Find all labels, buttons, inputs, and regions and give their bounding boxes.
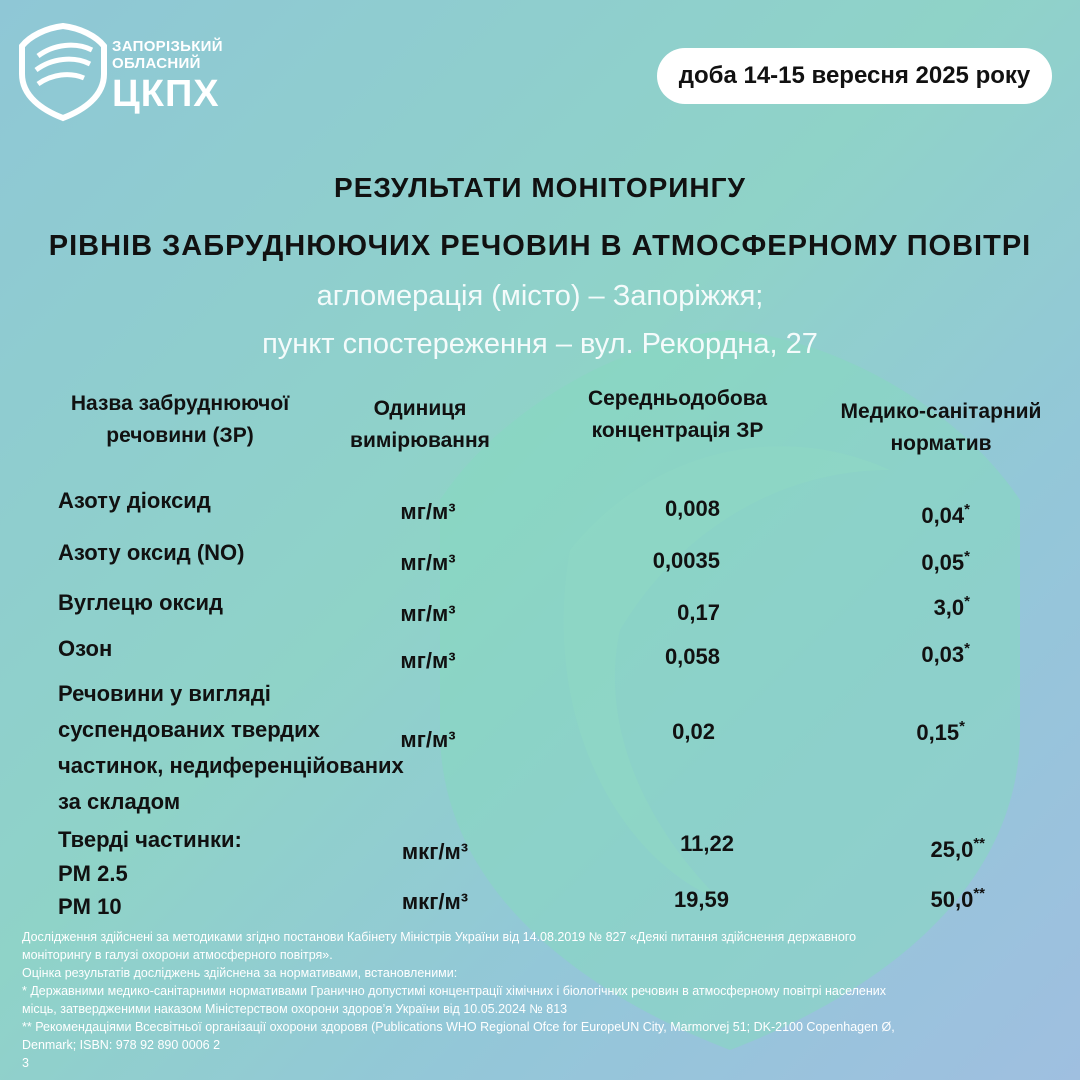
- row-3-conc: 0,17: [677, 600, 720, 625]
- row-5-name-line-2: суспендованих твердих: [58, 717, 320, 742]
- row-5-name-line-3: частинок, недиференційованих: [58, 753, 404, 778]
- row-3-norm-value: 3,0: [933, 595, 965, 620]
- row-7-norm-value: 50,0: [930, 887, 974, 912]
- shield-logo-icon: [18, 22, 108, 122]
- row-7-norm-mark: **: [973, 885, 985, 902]
- title-line-1: РЕЗУЛЬТАТИ МОНІТОРИНГУ: [334, 172, 746, 203]
- row-7-norm: [835, 886, 985, 914]
- footnote-line-7: Denmark; ISBN: 978 92 890 0006 2: [22, 1038, 221, 1052]
- row-2-norm-mark: *: [964, 548, 970, 565]
- row-6-norm-mark: **: [973, 835, 985, 852]
- footnote-line-5: місць, затвердженими наказом Міністерством охорони здоров’я України від 10.05.2024 № 813: [22, 1002, 568, 1016]
- logo-text: [112, 38, 223, 116]
- row-3-name: Вуглецю оксид: [58, 590, 223, 615]
- row-5-name-line-1: Речовини у вигляді: [58, 681, 271, 706]
- footnote-line-2: моніторингу в галузі охорони атмосферного повітря».: [22, 948, 333, 962]
- row-7-name: PM 10: [58, 894, 122, 919]
- footnote-line-6: ** Рекомендаціями Всесвітньої організації охорони здоровя (Publications WHO Regional Ofce for EuropeUN City, Marmorvej 51; DK-2100 Copenhagen Ø,: [22, 1020, 895, 1034]
- row-1-norm-value: 0,04: [921, 503, 965, 528]
- subtitle-line-2: пункт спостереження – вул. Рекордна, 27: [262, 328, 818, 360]
- logo-line-3: ЦКПХ: [112, 73, 220, 115]
- row-6-norm: [835, 836, 985, 864]
- header-conc: [560, 383, 795, 447]
- footnotes: [22, 928, 1062, 1072]
- header-unit: [330, 393, 510, 457]
- row-5-norm: [815, 719, 965, 747]
- row-5-name-line-4: за складом: [58, 789, 181, 814]
- footnote-line-3: Оцінка результатів досліджень здійснена за нормативами, встановленими:: [22, 966, 458, 980]
- row-1-name: Азоту діоксид: [58, 488, 211, 513]
- footnote-line-1: Дослідження здійснені за методиками згідно постанови Кабінету Міністрів України від 14.08.2019 № 827 «Деякі питання здійснення державного: [22, 930, 857, 944]
- header-norm-line-1: Медико-санітарний: [840, 400, 1042, 423]
- row-4-norm-value: 0,03: [921, 642, 965, 667]
- row-1-norm: [820, 502, 970, 530]
- row-4-norm: [820, 641, 970, 669]
- logo-line-2: ОБЛАСНИЙ: [112, 55, 201, 72]
- row-2-conc: 0,0035: [652, 548, 720, 573]
- row-6-conc: 11,22: [680, 831, 734, 856]
- footnote-line-4: * Державними медико-санітарними нормативами Гранично допустимі концентрації хімічних і біологічних речовин в атмосферному повітрі населених: [22, 984, 887, 998]
- header-name-line-1: Назва забруднюючої: [70, 392, 290, 415]
- row-6-unit: мкг/м³: [401, 839, 469, 864]
- date-badge: доба 14-15 вересня 2025 року: [657, 48, 1052, 104]
- header-unit-line-1: Одиниця: [373, 397, 467, 420]
- row-3-unit: мг/м³: [400, 601, 456, 626]
- row-5-conc: 0,02: [672, 719, 715, 744]
- row-2-norm-value: 0,05: [921, 550, 965, 575]
- row-2-name: Азоту оксид (NO): [58, 540, 245, 565]
- header-name-line-2: речовини (ЗР): [106, 424, 254, 447]
- row-1-unit: мг/м³: [400, 499, 456, 524]
- row-5-norm-value: 0,15: [916, 720, 960, 745]
- row-1-norm-mark: *: [964, 501, 970, 518]
- row-3-norm-mark: *: [964, 593, 970, 610]
- row-5-norm-mark: *: [959, 718, 965, 735]
- row-2-unit: мг/м³: [400, 550, 456, 575]
- header-name: [40, 388, 320, 452]
- row-5-unit: мг/м³: [400, 727, 456, 752]
- row-1-conc: 0,008: [664, 496, 720, 521]
- header-unit-line-2: вимірювання: [350, 429, 490, 452]
- row-6-name-line-2: PM 2.5: [58, 861, 128, 886]
- footnote-line-8: 3: [22, 1056, 29, 1070]
- row-7-conc: 19,59: [673, 887, 729, 912]
- row-4-unit: мг/м³: [400, 648, 456, 673]
- row-6-name-line-1: Тверді частинки:: [58, 827, 242, 852]
- header-conc-line-1: Середньодобова: [587, 387, 768, 410]
- subtitle-line-1: агломерація (місто) – Запоріжжя;: [316, 280, 764, 312]
- row-2-norm: [820, 549, 970, 577]
- row-4-norm-mark: *: [964, 640, 970, 657]
- header-conc-line-2: концентрація ЗР: [591, 419, 764, 442]
- logo-line-1: ЗАПОРІЗЬКИЙ: [112, 38, 223, 55]
- row-7-unit: мкг/м³: [401, 889, 469, 914]
- row-3-norm: [820, 594, 970, 622]
- title-line-2: РІВНІВ ЗАБРУДНЮЮЧИХ РЕЧОВИН В АТМОСФЕРНОМУ ПОВІТРІ: [48, 230, 1032, 262]
- header-norm: [810, 396, 1072, 460]
- row-6-norm-value: 25,0: [930, 837, 974, 862]
- row-4-conc: 0,058: [664, 644, 720, 669]
- row-4-name: Озон: [58, 636, 113, 661]
- header-norm-line-2: норматив: [890, 432, 992, 455]
